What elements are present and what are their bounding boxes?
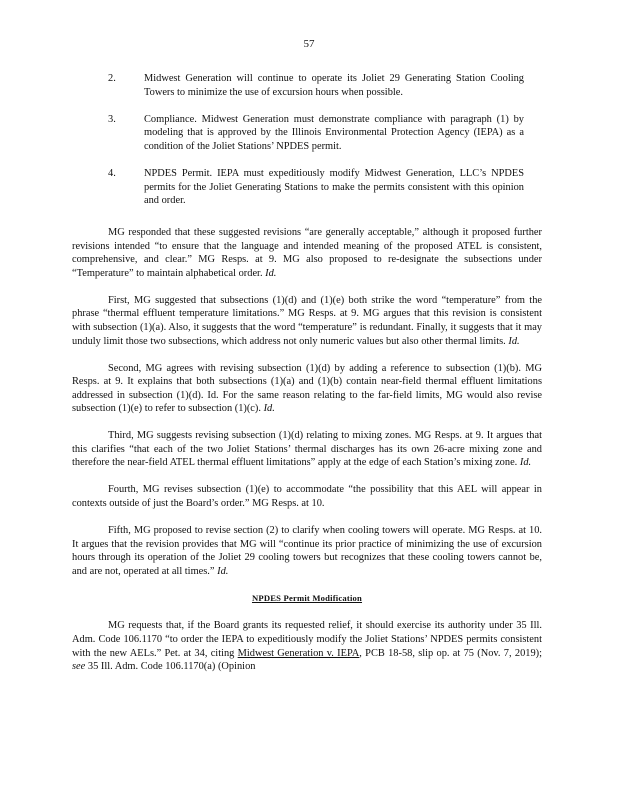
- list-text: Compliance. Midwest Generation must demonstrate compliance with paragraph (1) by modeling that is approved by the Illinois Environmental Protection Agency (IEPA) as a condition of the Joliet Stations’ NPDES permit.: [144, 113, 524, 152]
- paragraph-text: MG requests that, if the Board grants its requested relief, it should exercise its authority under 35 Ill. Adm. Code 106.1170 “to order the IEPA to expeditiously modify the Joliet Stations’ NPDES permits consistent with the new AELs.” Pet. at 34, citing: [72, 620, 542, 659]
- paragraph: [72, 429, 542, 470]
- numbered-list: [108, 72, 524, 221]
- paragraph-text: Fifth, MG proposed to revise section (2) to clarify when cooling towers will operate. MG Resps. at 10. It argues that the revision provides that MG will “continue its prior practice of minimizing the use of excursion hours through its operation of the Joliet 29 cooling towers but recognizes that these cooling towers cannot be, and are not, operated at all times.”: [72, 525, 542, 577]
- list-item: [108, 113, 524, 154]
- paragraph: [72, 619, 542, 673]
- paragraph-text: Fourth, MG revises subsection (1)(e) to accommodate “the possibility that this AEL will appear in contexts outside of just the Board’s order.” MG Resps. at 10.: [72, 484, 542, 510]
- list-item: [108, 72, 524, 99]
- list-number: 2.: [108, 73, 116, 84]
- list-number: 3.: [108, 113, 116, 125]
- citation: Id.: [519, 457, 532, 469]
- citation: Id.: [508, 335, 520, 347]
- case-name: Midwest Generation v. IEPA: [237, 647, 360, 659]
- list-text: Midwest Generation will continue to operate its Joliet 29 Generating Station Cooling Towers to minimize the use of excursion hours when possible.: [144, 73, 524, 98]
- list-text: NPDES Permit. IEPA must expeditiously modify Midwest Generation, LLC’s NPDES permits for the Joliet Generating Stations to make the permits consistent with this opinion and order.: [144, 167, 524, 207]
- page-number: 57: [303, 38, 315, 50]
- body-text: [72, 226, 542, 687]
- paragraph: [72, 294, 542, 348]
- list-number: 4.: [108, 167, 116, 179]
- paragraph-text: 35 Ill. Adm. Code 106.1170(a) (Opinion: [85, 661, 256, 673]
- section-heading: NPDES Permit Modification: [251, 592, 363, 603]
- citation: Id.: [263, 403, 275, 415]
- paragraph-text: Third, MG suggests revising subsection (1)(d) relating to mixing zones. MG Resps. at 9. It argues that this clarifies “that each of the two Joliet Stations’ thermal discharges has its own 26-acre mixing zone and therefore the near-field ATEL thermal effluent limitations” apply at the edge of each Station’s mixing zone.: [72, 430, 542, 469]
- paragraph: [72, 483, 542, 510]
- paragraph: [72, 524, 542, 578]
- list-item: [108, 167, 524, 208]
- paragraph-text: MG responded that these suggested revisions “are generally acceptable,” although it proposed further revisions intended “to ensure that the language and intended meaning of the proposed ATEL is consistent, comprehensive, and clear.” MG Resps. at 9. MG also proposed to re-designate the subsections under “Temperature” to maintain alphabetical order.: [72, 227, 542, 279]
- citation: Id.: [217, 565, 229, 577]
- paragraph-text: , PCB 18-58, slip op. at 75 (Nov. 7, 2019);: [359, 647, 543, 659]
- paragraph-text: Second, MG agrees with revising subsection (1)(d) by adding a reference to subsection (1)(b). MG Resps. at 9. It explains that both subsections (1)(a) and (1)(b) contain near-field thermal effluent limitations addressed in subsection (1)(d). Id. For the same reason relating to the far-field limits, MG would also revise subsection (1)(e) to refer to subsection (1)(c).: [72, 362, 542, 415]
- paragraph-text: First, MG suggested that subsections (1)(d) and (1)(e) both strike the word “temperature” from the phrase “thermal effluent temperature limitations.” MG Resps. at 9. MG argues that this revision is consistent with subsection (1)(a). Also, it suggests that the word “temperature” is redundant. Finally, it suggests that it may unduly limit those two subsections, which address not only numeric values but also other thermal limits.: [72, 294, 542, 347]
- paragraph: [72, 226, 542, 280]
- citation: Id.: [265, 267, 277, 279]
- see-signal: see: [72, 661, 86, 673]
- paragraph: [72, 362, 542, 416]
